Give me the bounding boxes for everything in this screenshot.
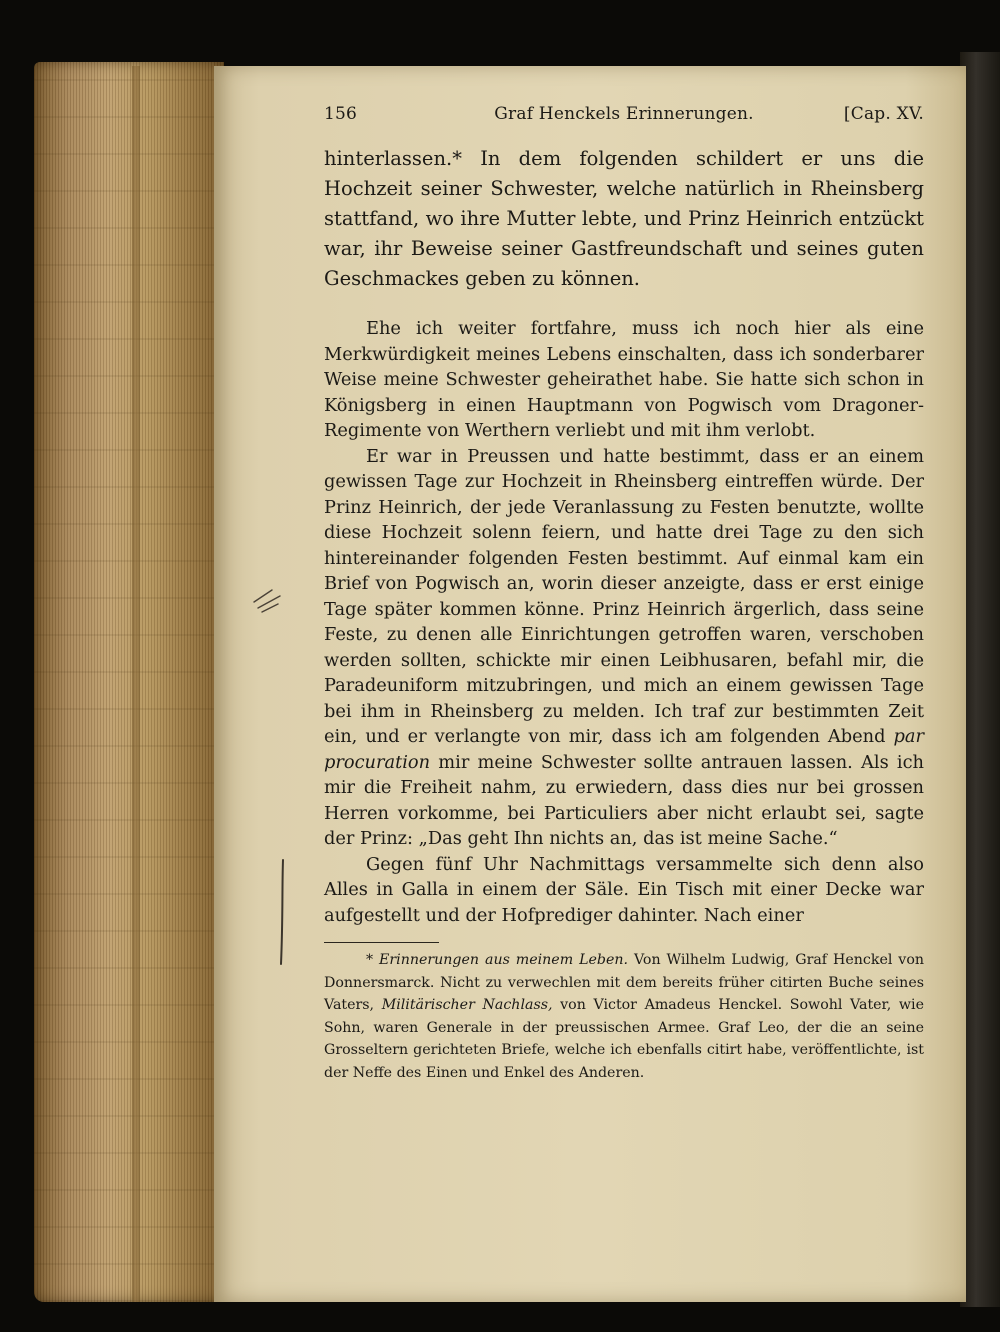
page-block-shadow [132,66,140,1302]
footnote-rule [324,942,439,943]
paragraph-3-text-b: mir meine Schwester sollte antrauen lassen. Als ich mir die Freiheit nahm, zu erwiedern, dass dies nur bei grossen Herren vorkomme, bei Particuliers aber nicht erlaubt sei, sagte der Prinz: „Das geht Ihn nichts an, das ist meine Sache.“ [324,751,924,849]
paragraph-3 [324,444,924,852]
paragraph-3-text-a: Er war in Preussen und hatte bestimmt, dass er an einem gewissen Tage zur Hochzeit in Rheinsberg eintreffen würde. Der Prinz Heinrich, der jede Veranlassung zu Festen benutzte, wollte diese Hochzeit solenn feiern, und hatte drei Tage zu den sich hintereinander folgenden Festen bestimmt. Auf einmal kam ein Brief von Pogwisch an, worin dieser anzeigte, dass er erst einige Tage später kommen könne. Prinz Heinrich ärgerlich, dass seine Feste, zu denen alle Einrichtungen getroffen waren, verschoben werden sollten, schickte mir einen Leibhusaren, befahl mir, die Paradeuniform mitzubringen, und mich an einem gewissen Tage bei ihm in Rheinsberg zu melden. Ich traf zur bestimmten Zeit ein, und er verlangte von mir, dass ich am folgenden Abend [324,445,924,747]
footnote-book-italic: Militärischer Nachlass, [381,997,553,1013]
italic-par-procuration: par procuration [324,726,924,773]
footnote-marker: * [366,952,380,968]
footnote [324,949,924,1084]
paragraph-2: Ehe ich weiter fortfahre, muss ich noch hier als eine Merkwürdigkeit meines Lebens einschalten, dass ich sonderbarer Weise meine Schwester geheirathet habe. Sie hatte sich schon in Königsberg in einen Hauptmann von Pogwisch vom Dragoner-Regimente von Werthern verliebt und mit ihm verlobt. [324,318,924,441]
running-title: Graf Henckels Erinnerungen. [494,104,754,124]
footnote-text-a: Von Wilhelm Ludwig, Graf Henckel von Donnersmarck. Nicht zu verwechlen mit dem bereits früher citirten Buche seines Vaters, [324,952,924,1013]
paragraph-4: Gegen fünf Uhr Nachmittags versammelte sich denn also Alles in Galla in einem der Säle. Ein Tisch mit einer Decke war aufgestellt und der Hofprediger dahinter. Nach einer [324,853,924,926]
body-text-small [324,316,924,928]
chapter-label: [Cap. XV. [843,104,924,124]
paragraph-gap [324,294,924,316]
paragraph-1: hinterlassen.* In dem folgenden schildert er uns die Hochzeit seiner Schwester, welche natürlich in Rheinsberg stattfand, wo ihre Mutter lebte, und Prinz Heinrich entzückt war, ihr Beweise seiner Gastfreundschaft und seines guten Geschmackes geben zu können. [324,147,924,290]
pencil-margin-line [278,858,286,966]
footnote-title-italic: Erinnerungen aus meinem Leben. [379,952,629,968]
book-cover-edge [960,52,1000,1307]
footnote-text [324,949,924,1084]
footnote-text-b: von Victor Amadeus Henckel. Sowohl Vater, wie Sohn, waren Generale in der preussischen Armee. Graf Leo, der die an seine Grosseltern gerichteten Briefe, welche ich ebenfalls citirt habe, veröffentlichte, ist der Neffe des Einen und Enkel des Anderen. [324,997,924,1081]
book-fore-edge [34,62,224,1302]
page-number: 156 [324,104,358,124]
running-header [324,104,924,128]
page-content [324,104,924,1084]
body-text-large [324,144,924,294]
pencil-check-mark [250,582,290,618]
book-page [214,66,966,1302]
